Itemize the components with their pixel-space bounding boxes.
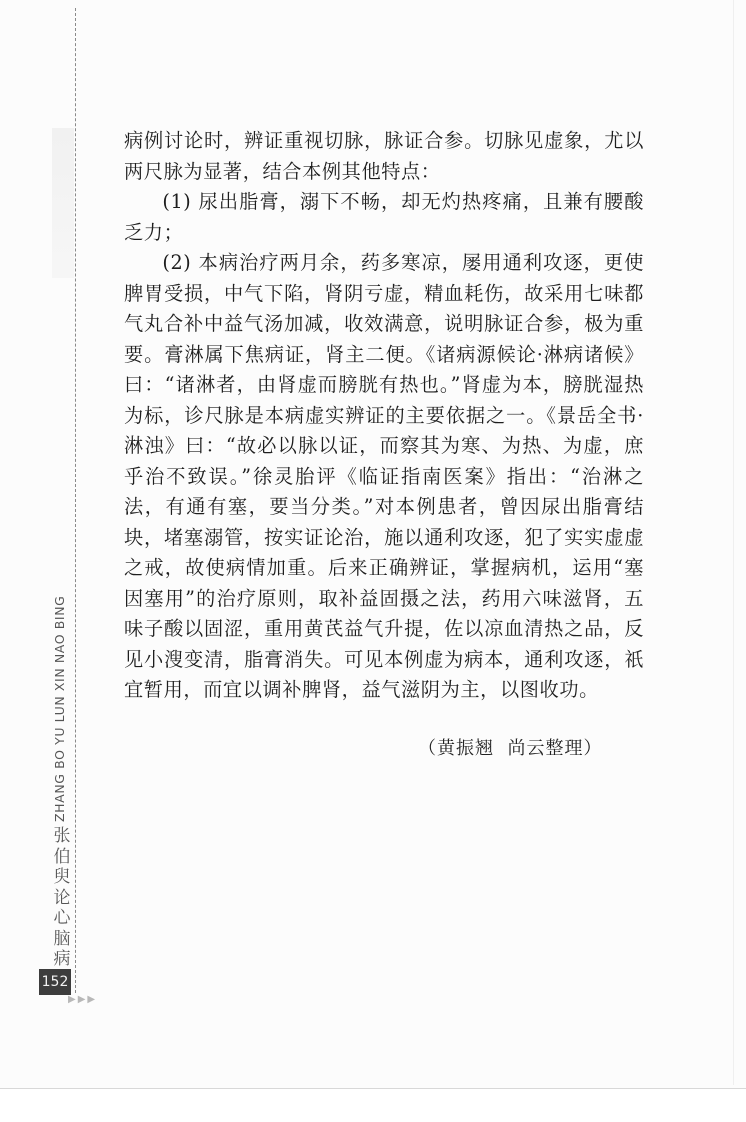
- body-text: [124, 126, 644, 706]
- editor-attribution: （黄振翘 尚云整理）: [418, 738, 603, 759]
- page-number-badge: 152: [39, 969, 71, 995]
- book-title-chinese: 张伯臾论心脑病: [53, 826, 71, 969]
- margin-dotted-rule: [75, 8, 76, 993]
- page-edge: [733, 0, 734, 1085]
- bleed-through-band: [52, 128, 74, 278]
- nav-arrows-icon: ▶▶▶: [68, 994, 98, 1005]
- paragraph-point-2: (2) 本病治疗两月余，药多寒凉，屡用通利攻逐，更使脾胃受损，中气下陷，肾阴亏虚，精血耗伤，故采用七味都气丸合补中益气汤加减，收效满意，说明脉证合参，极为重要。膏淋属下焦病证，肾主二便。《诸病源候论·淋病诸候》曰：“诸淋者，由肾虚而膀胱有热也。”肾虚为本，膀胱湿热为标，诊尺脉是本病虚实辨证的主要依据之一。《景岳全书·淋浊》曰：“故必以脉以证，而察其为寒、为热、为虚，庶乎治不致误。”徐灵胎评《临证指南医案》指出：“治淋之法，有通有塞，要当分类。”对本例患者，曾因尿出脂膏结块，堵塞溺管，按实证论治，施以通利攻逐，犯了实实虚虚之戒，故使病情加重。后来正确辨证，掌握病机，运用“塞因塞用”的治疗原则，取补益固摄之法，药用六味滋肾，五味子酸以固涩，重用黄芪益气升提，佐以凉血清热之品，反见小溲变清，脂膏消失。可见本例虚为病本，通利攻逐，祇宜暂用，而宜以调补脾肾，益气滋阴为主，以图收功。: [124, 251, 644, 701]
- paragraph-point-1: (1) 尿出脂膏，溺下不畅，却无灼热疼痛，且兼有腰酸乏力；: [124, 190, 644, 244]
- book-title-pinyin: ZHANG BO YU LUN XIN NAO BING: [52, 595, 67, 822]
- paragraph-continuation: 病例讨论时，辨证重视切脉，脉证合参。切脉见虚象，尤以两尺脉为显著，结合本例其他特点：: [124, 129, 644, 183]
